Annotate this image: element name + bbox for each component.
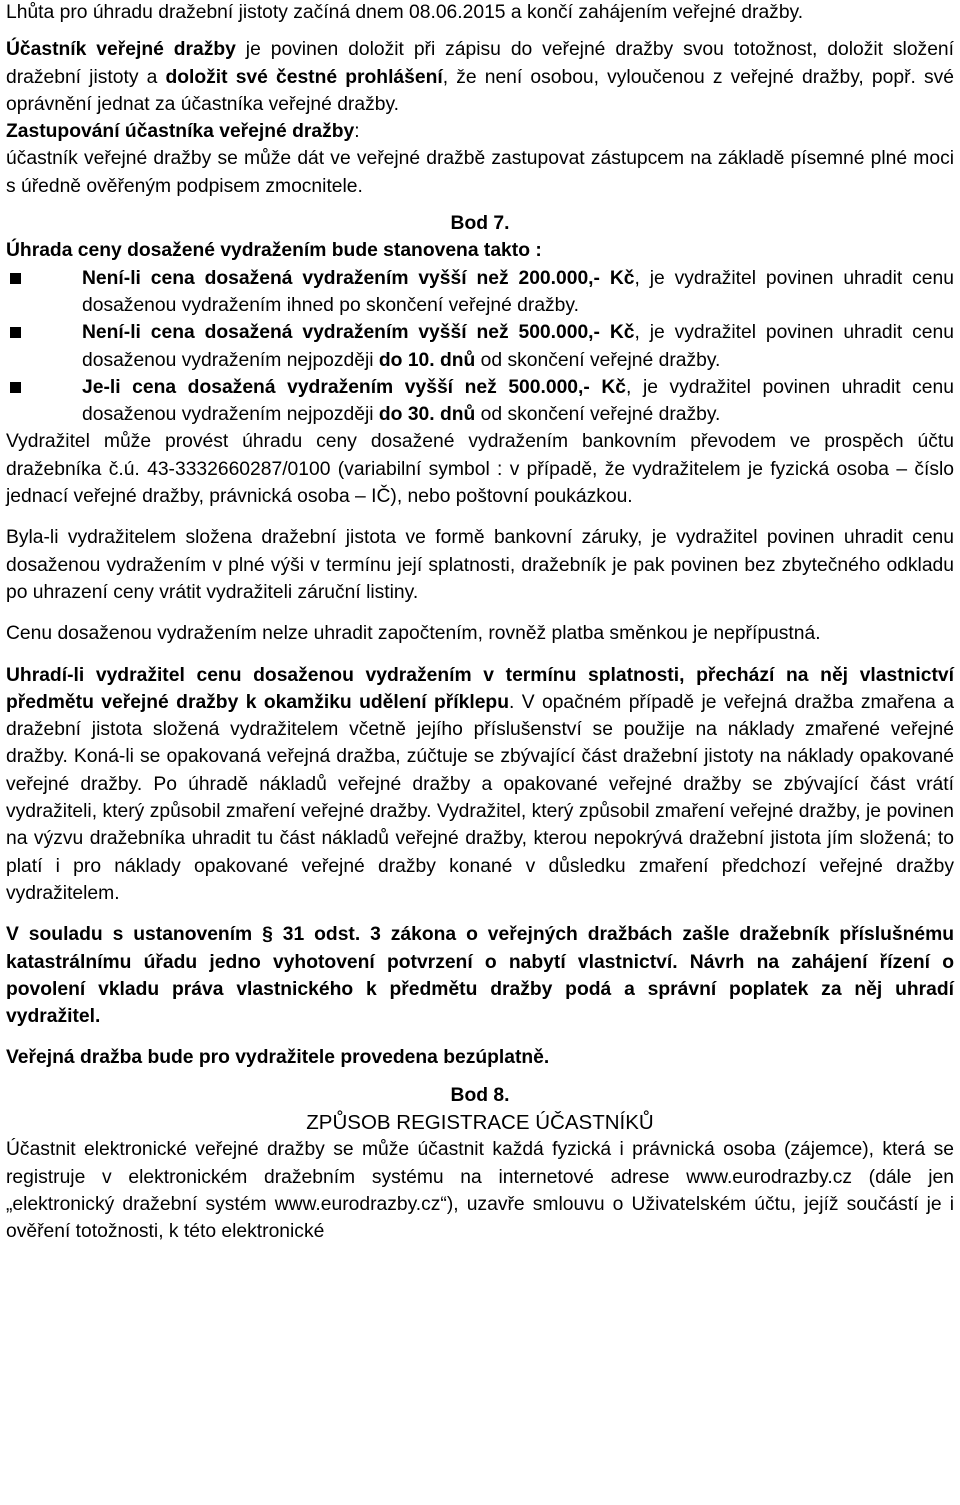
list-item-bold: Není-li cena dosažená vydražením vyšší než 200.000,- Kč [82, 267, 635, 289]
paragraph-prevod: Vydražitel může provést úhradu ceny dosažené vydražením bankovním převodem ve prospěch účtu dražebníka č.ú. 43-3332660287/0100 (variabilní symbol : v případě, že vydražitelem je fyzická osoba – číslo jednací veřejné dražby, právnická osoba – IČ), nebo poštovní poukázkou. [6, 431, 954, 508]
bullet-square-icon [10, 273, 21, 284]
zastupovani-colon: : [354, 121, 360, 143]
paragraph-zaruka: Byla-li vydražitelem složena dražební jistota ve formě bankovní záruky, je vydražitel povinen uhradit cenu dosaženou vydražením v plné výši v termínu její splatnosti, dražebník je pak povinen bez zbytečného odkladu po uhrazení ceny vrátit vydražiteli záruční listiny. [6, 527, 954, 603]
paragraph-ucastnik [6, 36, 954, 118]
list-item [6, 265, 954, 320]
paragraph-zastupovani-heading [6, 118, 954, 145]
paragraph-vlastnictvi [6, 662, 954, 908]
list-item-deadline: do 30. dnů [378, 404, 476, 426]
zastupovani-title: Zastupování účastníka veřejné dražby [6, 121, 355, 143]
payment-terms-list [6, 265, 954, 429]
section-heading-bod8: Bod 8. [450, 1084, 510, 1106]
bezuplatne-text: Veřejná dražba bude pro vydražitele provedena bezúplatně. [6, 1047, 550, 1069]
paragraph-bezuplatne [6, 1044, 954, 1071]
list-item-deadline: do 10. dnů [378, 349, 476, 371]
list-item-text: , je vydražitel povinen uhradit cenu dosaženou vydražením ihned po skončení veřejné dražby. [82, 267, 954, 316]
list-item [6, 319, 954, 374]
paragraph-souladu [6, 921, 954, 1030]
vlastnictvi-bold: Uhradí-li vydražitel cenu dosaženou vydražením v termínu splatnosti, přechází na něj vlastnictví předmětu veřejné dražby k okamžiku udělení příklepu [6, 664, 954, 713]
section-heading-bod7: Bod 7. [450, 213, 510, 235]
list-item-bold: Není-li cena dosažená vydražením vyšší než 500.000,- Kč [82, 322, 635, 344]
list-item-text-end: od skončení veřejné dražby. [475, 404, 721, 426]
paragraph-zastupovani: účastník veřejné dražby se může dát ve veřejné dražbě zastupovat zástupcem na základě písemné plné moci s úředně ověřeným podpisem zmocnitele. [6, 148, 954, 197]
uhrada-title [6, 237, 954, 264]
ucastnik-bold-2: doložit své čestné prohlášení [165, 66, 443, 88]
paragraph-lhuta: Lhůta pro úhradu dražební jistoty začíná dnem 08.06.2015 a končí zahájením veřejné dražby. [6, 2, 804, 23]
uhrada-title-text: Úhrada ceny dosažené vydražením bude stanovena takto : [6, 240, 542, 262]
list-item-bold: Je-li cena dosažená vydražením vyšší než 500.000,- Kč [82, 376, 627, 398]
paragraph-zapocteni: Cenu dosaženou vydražením nelze uhradit započtením, rovněž platba směnkou je nepřípustná. [6, 623, 821, 645]
list-item-text: , je vydražitel povinen uhradit cenu dosaženou vydražením nejpozději [82, 376, 954, 426]
list-item-text: , je vydražitel povinen uhradit cenu dosaženou vydražením nejpozději [82, 322, 954, 371]
vlastnictvi-text: . V opačném případě je veřejná dražba zmařena a dražební jistota složená vydražitelem včetně jejího příslušenství se použije na náklady zmařené veřejné dražby. Koná-li se opakovaná veřejná dražba, zúčtuje se zbývající část dražební jistoty na náklady opakované veřejné dražby. Po úhradě nákladů veřejné dražby a opakované veřejné dražby se zbývající část vrátí vydražiteli, který způsobil zmaření veřejné dražby. Vydražitel, který způsobil zmaření veřejné dražby, je povinen na výzvu dražebníka uhradit tu část nákladů veřejné dražby, kterou nepokrývá dražební jistota jím složená; to platí i pro náklady opakované veřejné dražby konané v důsledku zmaření předchozí veřejné dražby vydražitelem. [6, 691, 955, 904]
list-item-text-end: od skončení veřejné dražby. [475, 349, 721, 371]
ucastnik-text-2: , že není osobou, vyloučenou z veřejné dražby, popř. své oprávnění jednat za účastníka veřejné dražby. [6, 66, 954, 115]
ucastnik-bold-1: Účastník veřejné dražby [6, 39, 236, 61]
souladu-text: V souladu s ustanovením § 31 odst. 3 zákona o veřejných dražbách zašle dražebník příslušnému katastrálnímu úřadu jedno vyhotovení potvrzení o nabytí vlastnictví. Návrh na zahájení řízení o povolení vkladu práva vlastnického k předmětu dražby podá a správní poplatek za něj uhradí vydražitel. [6, 924, 954, 1028]
list-item [6, 374, 954, 429]
bullet-square-icon [10, 382, 21, 393]
section-title-registrace: ZPŮSOB REGISTRACE ÚČASTNÍKŮ [306, 1110, 654, 1134]
bullet-square-icon [10, 327, 21, 338]
ucastnik-text-1: je povinen doložit při zápisu do veřejné dražby svou totožnost, doložit složení dražební jistoty a [6, 39, 955, 88]
paragraph-registrace: Účastnit elektronické veřejné dražby se může účastnit každá fyzická i právnická osoba (zájemce), která se registruje v elektronickém dražebním systému na internetové adrese www.eurodrazby.cz (dále jen „elektronický dražební systém www.eurodrazby.cz“), uzavře smlouvu o Uživatelském účtu, jejíž součástí je i ověření totožnosti, k této elektronické [6, 1139, 954, 1243]
